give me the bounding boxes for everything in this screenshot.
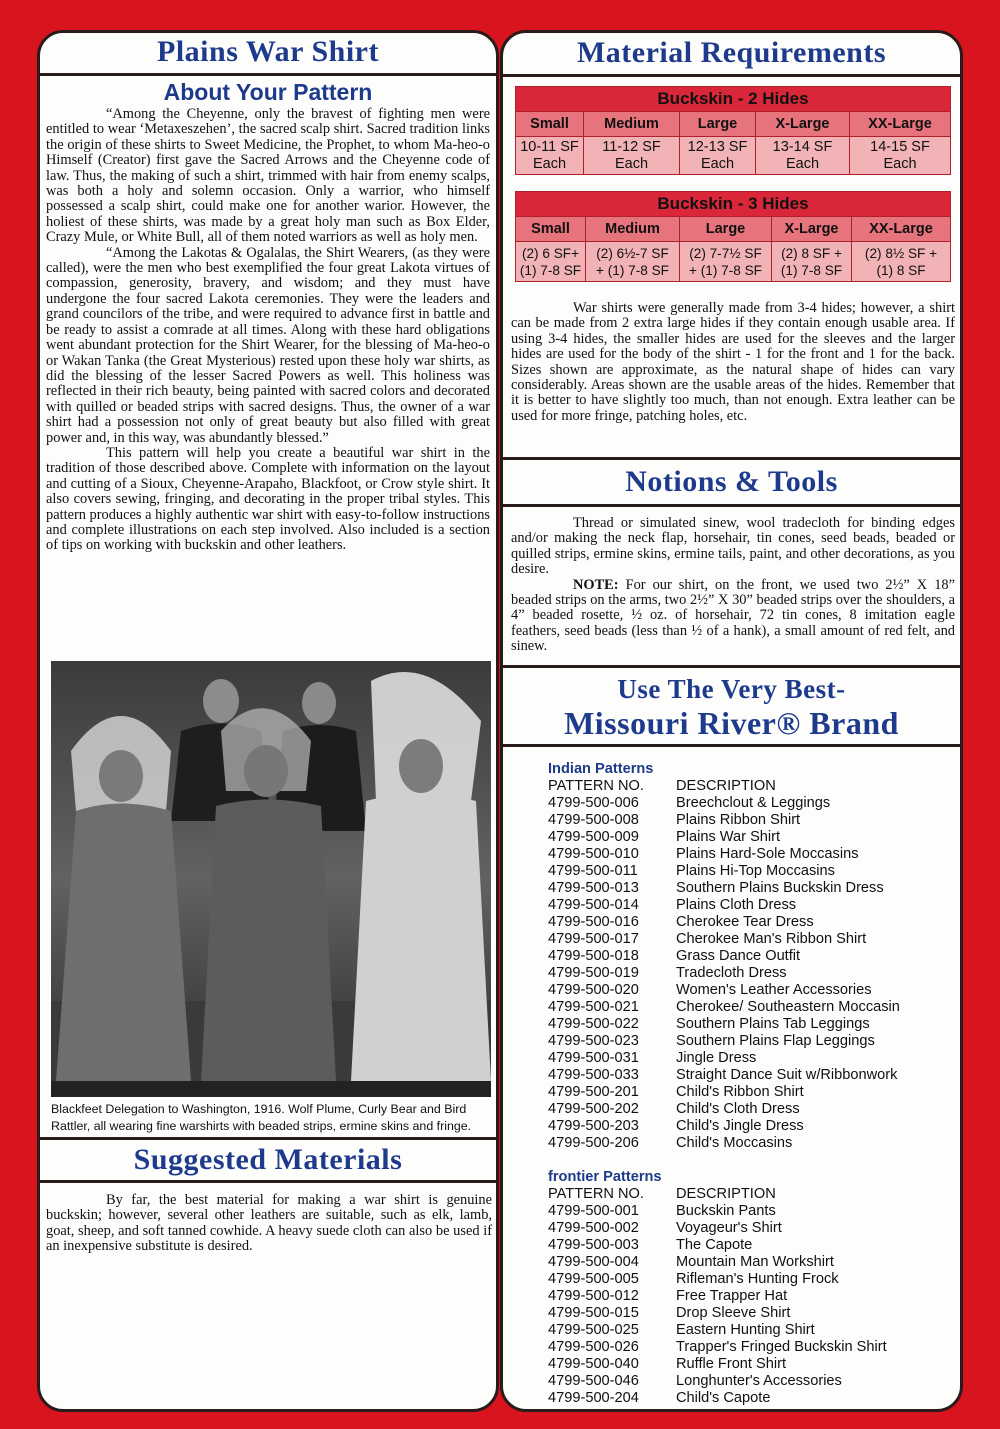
pattern-description: Mountain Man Workshirt [676,1254,834,1270]
table-cell: (2) 8½ SF + (1) 8 SF [852,242,951,282]
pattern-number: 4799-500-040 [548,1356,639,1372]
notions-title: Notions & Tools [625,465,838,498]
pattern-description: Plains Ribbon Shirt [676,812,801,828]
pattern-number: 4799-500-046 [548,1373,639,1389]
pattern-description: Southern Plains Flap Leggings [676,1033,875,1049]
three-hides-header: Buckskin - 3 Hides [516,192,951,217]
materials-text [46,1193,492,1255]
page-title: Plains War Shirt [157,35,379,68]
pattern-description: Straight Dance Suit w/Ribbonwork [676,1067,898,1083]
list-item [548,1084,948,1101]
requirements-text [511,301,955,424]
about-paragraph: “Among the Lakotas & Ogalalas, the Shirt Wearers, (as they were called), were the men who best exemplified the four great Lakota virtues of compassion, generosity, bravery, and wisdom; and they must have undergone the four sacred Lakota ceremonies. They were the leaders and grand councilors of the tribe, and were required to advance first in battle and be ready to assist a comrade at all times. Along with these hard obligations went abundant protection for the Shirt Wearer, for the blessing of Ma-heo-o or Wakan Tanka (the Great Mysterious) rested upon these holy war shirts, as did the blessing of the lesser Sacred Powers as well. This holiness was reflected in their rich beauty, being painted with sacred colors and decorated with quilled or beaded strips with sacred designs. Thus, the owner of a war shirt had a possession not only of great beauty but also filled with great power and, in this way, was abundantly blessed.” [46,244,490,446]
list-item [548,1271,948,1288]
two-hides-header: Buckskin - 2 Hides [516,87,951,112]
size-medium: Medium [586,217,680,242]
pattern-number: 4799-500-206 [548,1135,639,1151]
list-item [548,1356,948,1373]
size-medium: Medium [584,112,680,137]
indian-patterns-heading: Indian Patterns [548,761,654,777]
size-large: Large [680,217,772,242]
pattern-number: 4799-500-020 [548,982,639,998]
size-x-large: X-Large [756,112,850,137]
list-item [548,1254,948,1271]
delegation-photo [51,661,491,1097]
pattern-number: 4799-500-009 [548,829,639,845]
list-item [548,1322,948,1339]
right-panel [500,30,963,1412]
size-xx-large: XX-Large [852,217,951,242]
pattern-description: Buckskin Pants [676,1203,776,1219]
pattern-description: Child's Moccasins [676,1135,793,1151]
pattern-description: Southern Plains Buckskin Dress [676,880,884,896]
list-header: PATTERN NO. DESCRIPTION [548,1186,776,1202]
pattern-description: Child's Ribbon Shirt [676,1084,804,1100]
about-title: About Your Pattern [163,79,373,105]
pattern-description: Eastern Hunting Shirt [676,1322,815,1338]
frontier-patterns-heading: frontier Patterns [548,1169,662,1185]
pattern-number: 4799-500-010 [548,846,639,862]
pattern-number: 4799-500-014 [548,897,639,913]
list-item [548,1050,948,1067]
title-divider [40,73,496,76]
table-cell: (2) 7-7½ SF + (1) 7-8 SF [680,242,772,282]
pattern-number: 4799-500-004 [548,1254,639,1270]
list-item [548,1033,948,1050]
list-item [548,1305,948,1322]
pattern-description: Child's Cloth Dress [676,1101,800,1117]
list-item [548,999,948,1016]
size-xx-large: XX-Large [850,112,951,137]
about-paragraph: “Among the Cheyenne, only the bravest of fighting men were entitled to wear ‘Metaxeszehen’, the sacred scalp shirt. Sacred tradition links the origin of these shirts to Sweet Medicine, the Prophet, to whom Ma-heo-o Himself (Creator) first gave the Sacred Arrows and the Cheyenne code of law. Thus, the making of such a shirt, trimmed with hair from enemy scalps, was both a holy and solemn occasion. Only a warrior, who himself possessed a scalp shirt, could make one for another warior. However, the holiest of these shirts, was made by a great holy man such as Box Elder, Crazy Mule, or White Bull, all of them noted warriors as well as holy men. [46,106,490,246]
pattern-description: Jingle Dress [676,1050,757,1066]
list-item [548,1101,948,1118]
table-cell: 13-14 SF Each [756,137,850,175]
pattern-description: Cherokee/ Southeastern Moccasin [676,999,900,1015]
pattern-number: 4799-500-016 [548,914,639,930]
notions-paragraph: Thread or simulated sinew, wool tradecloth for binding edges and/or making the neck flap, horsehair, tin cones, seed beads, beaded or quilled strips, ermine skins, ermine tails, paint, and other decorations, as you desire. [511,515,955,578]
table-cell: (2) 6½-7 SF + (1) 7-8 SF [586,242,680,282]
about-paragraph: This pattern will help you create a beautiful war shirt in the tradition of those described above. Complete with information on the layout and cutting of a Sioux, Cheyenne-Arapaho, Blackfoot, or Crow style shirt. It also covers sewing, fringing, and decorating in the proper tribal styles. This pattern produces a highly authentic war shirt with easy-to-follow instructions and complete illustrations on each step involved. Also included is a section of tips on working with buckskin and other leathers. [46,444,491,554]
list-item [548,1220,948,1237]
pattern-description: Ruffle Front Shirt [676,1356,787,1372]
list-item [548,982,948,999]
pattern-description: Longhunter's Accessories [676,1373,842,1389]
pattern-number: 4799-500-201 [548,1084,639,1100]
brand-title-bar [503,665,960,747]
pattern-number: 4799-500-012 [548,1288,639,1304]
pattern-description: Tradecloth Dress [676,965,787,981]
pattern-number: 4799-500-017 [548,931,639,947]
notions-title-bar [503,457,960,507]
brand-line2: Missouri River® Brand [564,705,899,741]
pattern-description: Child's Jingle Dress [676,1118,804,1134]
pattern-description: Women's Leather Accessories [676,982,872,998]
pattern-number: 4799-500-033 [548,1067,639,1083]
materials-paragraph: By far, the best material for making a war shirt is genuine buckskin; however, several other leathers are suitable, such as elk, lamb, goat, sheep, and soft tanned cowhide. A heavy suede cloth can also be used if an inexpensive substitute is desired. [46,1192,492,1255]
list-item [548,965,948,982]
pattern-number: 4799-500-015 [548,1305,639,1321]
pattern-description: Free Trapper Hat [676,1288,788,1304]
pattern-number: 4799-500-202 [548,1101,639,1117]
pattern-description: Breechclout & Leggings [676,795,831,811]
pattern-number: 4799-500-006 [548,795,639,811]
table-cell: 12-13 SF Each [680,137,756,175]
pattern-description: Plains Hard-Sole Moccasins [676,846,859,862]
requirements-divider [503,74,960,77]
three-hides-table [515,191,951,282]
list-item [548,1135,948,1152]
pattern-description: Plains Hi-Top Moccasins [676,863,835,879]
pattern-description: Plains War Shirt [676,829,781,845]
pattern-number: 4799-500-018 [548,948,639,964]
list-item [548,829,948,846]
brand-line1: Use The Very Best- [617,674,846,704]
size-large: Large [680,112,756,137]
pattern-number: 4799-500-021 [548,999,639,1015]
pattern-number: 4799-500-008 [548,812,639,828]
list-item [548,880,948,897]
list-item [548,1237,948,1254]
table-cell: 14-15 SF Each [850,137,951,175]
list-item [548,1373,948,1390]
list-item [548,1118,948,1135]
indian-patterns-list [548,761,948,1152]
size-small: Small [516,112,584,137]
list-item [548,1339,948,1356]
pattern-number: 4799-500-031 [548,1050,639,1066]
notions-text [511,516,955,655]
list-item [548,812,948,829]
about-text [46,107,490,554]
list-item [548,948,948,965]
table-cell: 11-12 SF Each [584,137,680,175]
pattern-description: Voyageur's Shirt [676,1220,782,1236]
pattern-number: 4799-500-204 [548,1390,639,1406]
pattern-number: 4799-500-003 [548,1237,639,1253]
pattern-description: The Capote [676,1237,753,1253]
pattern-number: 4799-500-019 [548,965,639,981]
pattern-description: Rifleman's Hunting Frock [676,1271,839,1287]
list-item [548,846,948,863]
list-item [548,863,948,880]
left-panel [37,30,499,1412]
materials-title: Suggested Materials [133,1143,403,1176]
table-cell: (2) 8 SF + (1) 7-8 SF [772,242,852,282]
pattern-number: 4799-500-002 [548,1220,639,1236]
pattern-number: 4799-500-023 [548,1033,639,1049]
note-label: NOTE: [573,576,619,593]
note-paragraph [511,578,955,655]
pattern-number: 4799-500-001 [548,1203,639,1219]
list-item [548,914,948,931]
list-item [548,1067,948,1084]
list-item [548,1016,948,1033]
list-item [548,795,948,812]
two-hides-table [515,86,951,175]
size-x-large: X-Large [772,217,852,242]
pattern-description: Cherokee Man's Ribbon Shirt [676,931,867,947]
pattern-description: Trapper's Fringed Buckskin Shirt [676,1339,887,1355]
table-cell: (2) 6 SF+ (1) 7-8 SF [516,242,586,282]
pattern-description: Cherokee Tear Dress [676,914,814,930]
pattern-number: 4799-500-025 [548,1322,639,1338]
materials-title-bar [40,1137,496,1183]
pattern-number: 4799-500-011 [548,863,638,879]
pattern-description: Southern Plains Tab Leggings [676,1016,870,1032]
note-text: For our shirt, on the front, we used two 2½” X 18” beaded strips on the arms, two 2½” X 30” beaded strips over the shoulders, a 4” beaded rosette, ½ oz. of horsehair, 72 tin cones, 8 imitation eagle feathers, seed beads (less than ½ of a hank), a small amount of red felt, and sinew. [511,576,955,655]
list-header: PATTERN NO. DESCRIPTION [548,778,776,794]
pattern-number: 4799-500-005 [548,1271,639,1287]
pattern-number: 4799-500-013 [548,880,639,896]
list-item [548,1390,948,1407]
frontier-patterns-list [548,1169,948,1407]
pattern-number: 4799-500-026 [548,1339,639,1355]
pattern-number: 4799-500-203 [548,1118,639,1134]
requirements-title: Material Requirements [576,36,887,69]
pattern-description: Drop Sleeve Shirt [676,1305,791,1321]
pattern-description: Plains Cloth Dress [676,897,797,913]
table-cell: 10-11 SF Each [516,137,584,175]
pattern-description: Child's Capote [676,1390,771,1406]
list-item [548,897,948,914]
photo-caption: Blackfeet Delegation to Washington, 1916. Wolf Plume, Curly Bear and Bird Rattler, all wearing fine warshirts with beaded strips, ermine skins and fringe. [51,1102,472,1133]
size-small: Small [516,217,586,242]
list-item [548,1203,948,1220]
pattern-description: Grass Dance Outfit [676,948,801,964]
requirements-paragraph: War shirts were generally made from 3-4 hides; however, a shirt can be made from 2 extra large hides if they contain enough usable area. If using 3-4 hides, the smaller hides are used for the sleeves and the larger hides are used for the body of the shirt - 1 for the front and 1 for the back. Sizes shown are approximate, as the natural shape of hides can vary considerably. Areas shown are the usable areas of the hides. Remember that it is better to have slightly too much, than not enough. Extra leather can be used for more fringe, patching holes, etc. [511,300,955,424]
list-item [548,931,948,948]
pattern-number: 4799-500-022 [548,1016,639,1032]
photo-illustration [51,661,491,1097]
list-item [548,1288,948,1305]
